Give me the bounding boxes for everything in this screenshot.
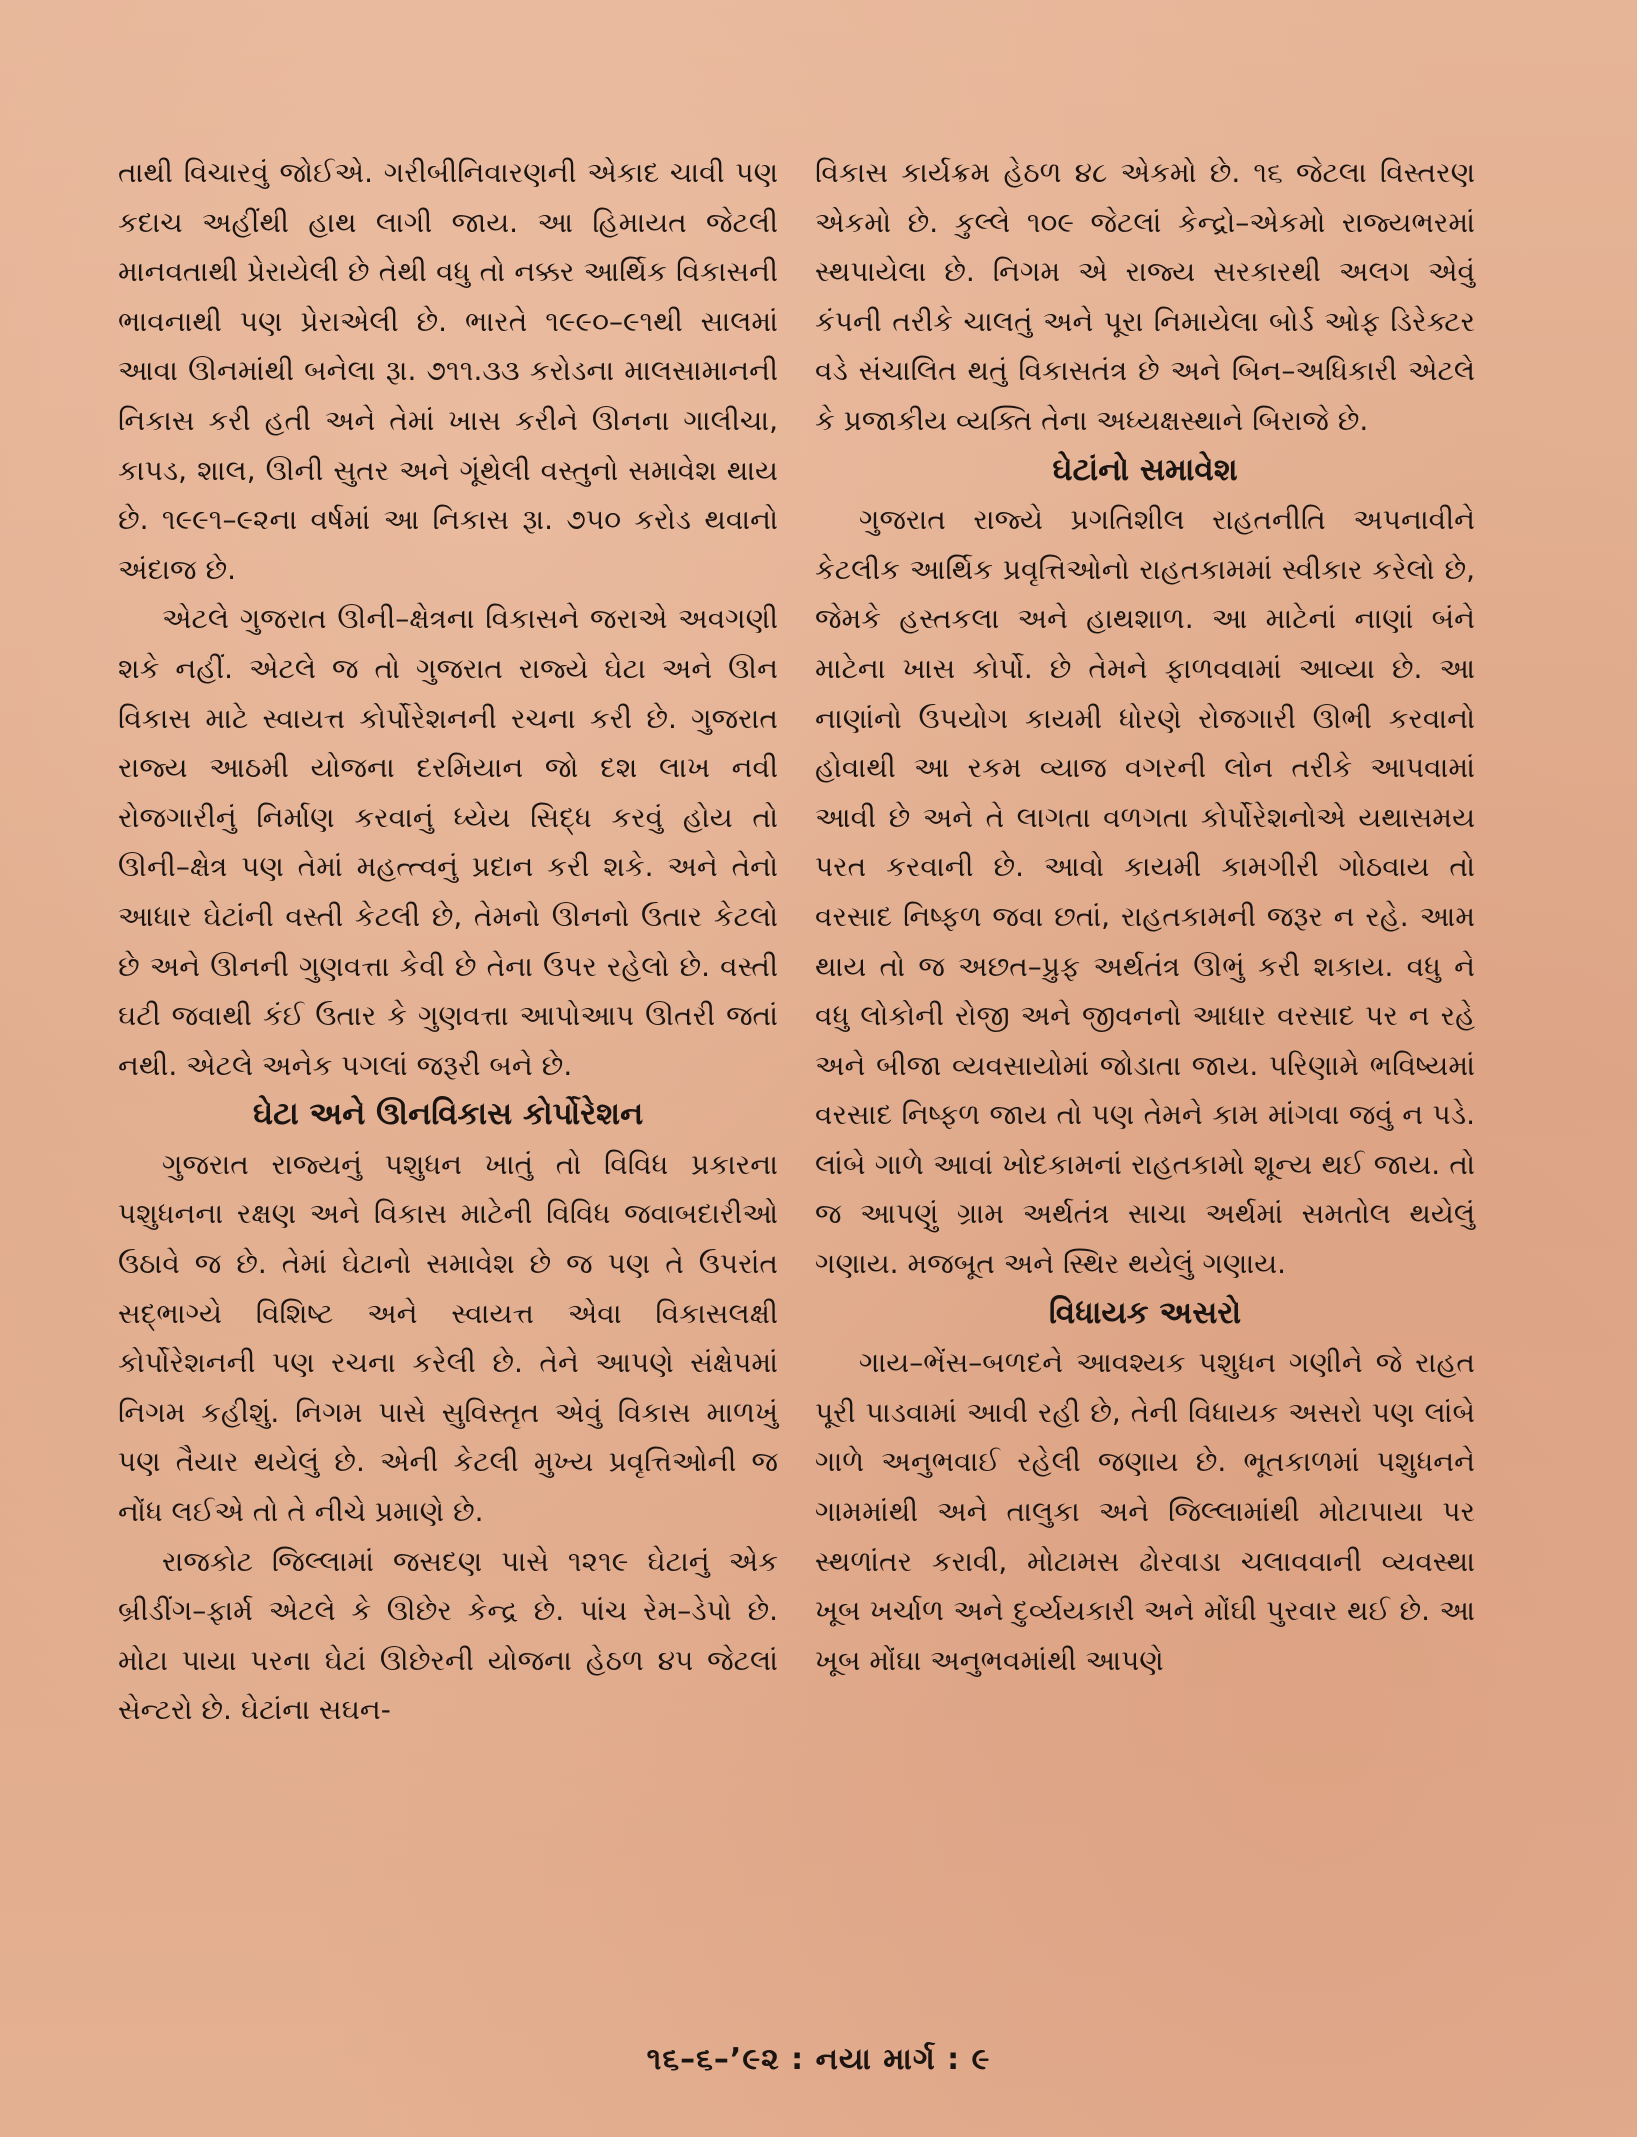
paragraph: વિકાસ કાર્યક્રમ હેઠળ ૪૮ એકમો છે. ૧૬ જેટલા વિસ્તરણ એકમો છે. કુલ્લે ૧૦૯ જેટલાં કેન્દ્રો–એકમો રાજ્યભરમાં સ્થપાયેલા છે. નિગમ એ રાજ્ય સરકારથી અલગ એવું કંપની તરીકે ચાલતું અને પૂરા નિમાયેલા બોર્ડ ઓફ ડિરેક્ટર વડે સંચાલિત થતું વિકાસતંત્ર છે અને બિન–અધિકારી એટલે કે પ્રજાકીય વ્યક્તિ તેના અધ્યક્ષસ્થાને બિરાજે છે. [815, 156, 1475, 437]
paragraph: ગાય–ભેંસ–બળદને આવશ્યક પશુધન ગણીને જે રાહત પૂરી પાડવામાં આવી રહી છે, તેની વિધાયક અસરો પણ લાંબે ગાળે અનુભવાઈ રહેલી જણાય છે. ભૂતકાળમાં પશુધનને ગામમાંથી અને તાલુકા અને જિલ્લામાંથી મોટાપાયા પર સ્થળાંતર કરાવી, મોટામસ ઢોરવાડા ચલાવવાની વ્યવસ્થા ખૂબ ખર્ચાળ અને દુર્વ્યયકારી અને મોંઘી પુરવાર થઈ છે. આ ખૂબ મોંઘા અનુભવમાંથી આપણે [815, 1346, 1475, 1677]
paragraph: એટલે ગુજરાત ઊની–ક્ષેત્રના વિકાસને જરાએ અવગણી શકે નહીં. એટલે જ તો ગુજરાત રાજ્યે ઘેટા અને ઊન વિકાસ માટે સ્વાયત્ત કોર્પોરેશનની રચના કરી છે. ગુજરાત રાજ્ય આઠમી યોજના દરમિયાન જો દશ લાખ નવી રોજગારીનું નિર્માણ કરવાનું ધ્યેય સિદ્ધ કરવું હોય તો ઊની–ક્ષેત્ર પણ તેમાં મહત્ત્વનું પ્રદાન કરી શકે. અને તેનો આધાર ઘેટાંની વસ્તી કેટલી છે, તેમનો ઊનનો ઉતાર કેટલો છે અને ઊનની ગુણવત્તા કેવી છે તેના ઉપર રહેલો છે. વસ્તી ઘટી જવાથી કંઈ ઉતાર કે ગુણવત્તા આપોઆપ ઊતરી જતાં નથી. એટલે અનેક પગલાં જરૂરી બને છે. [118, 602, 778, 1082]
paragraph: ગુજરાત રાજ્યે પ્રગતિશીલ રાહતનીતિ અપનાવીને કેટલીક આર્થિક પ્રવૃત્તિઓનો રાહતકામમાં સ્વીકાર કરેલો છે, જેમકે હસ્તકલા અને હાથશાળ. આ માટેનાં નાણાં બંને માટેના ખાસ કોર્પો. છે તેમને ફાળવવામાં આવ્યા છે. આ નાણાંનો ઉપયોગ કાયમી ધોરણે રોજગારી ઊભી કરવાનો હોવાથી આ રકમ વ્યાજ વગરની લોન તરીકે આપવામાં આવી છે અને તે લાગતા વળગતા કોર્પોરેશનોએ યથાસમય પરત કરવાની છે. આવો કાયમી કામગીરી ગોઠવાય તો વરસાદ નિષ્ફળ જવા છતાં, રાહતકામની જરૂર ન રહે. આમ થાય તો જ અછત–પ્રુફ અર્થતંત્ર ઊભું કરી શકાય. વધુ ને વધુ લોકોની રોજી અને જીવનનો આધાર વરસાદ પર ન રહે અને બીજા વ્યવસાયોમાં જોડાતા જાય. પરિણામે ભવિષ્યમાં વરસાદ નિષ્ફળ જાય તો પણ તેમને કામ માંગવા જવું ન પડે. લાંબે ગાળે આવાં ખોદકામનાં રાહતકામો શૂન્ય થઈ જાય. તો જ આપણું ગ્રામ અર્થતંત્ર સાચા અર્થમાં સમતોલ થયેલું ગણાય. મજબૂત અને સ્થિર થયેલું ગણાય. [815, 503, 1475, 1281]
right-column [815, 148, 1475, 1685]
page-footer: ૧૬–૬–’૯૨ : નયા માર્ગ : ૯ [646, 2042, 991, 2077]
left-column [118, 148, 778, 1735]
paragraph: રાજકોટ જિલ્લામાં જસદણ પાસે ૧૨૧૯ ઘેટાનું એક બ્રીડીંગ–ફાર્મ એટલે કે ઊછેર કેન્દ્ર છે. પાંચ રેમ–ડેપો છે. મોટા પાયા પરના ઘેટાં ઊછેરની યોજના હેઠળ ૪૫ જેટલાં સેન્ટરો છે. ઘેટાંના સઘન- [118, 1544, 778, 1727]
section-heading: ઘેટા અને ઊનવિકાસ કોર્પોરેશન [252, 1096, 644, 1133]
section-heading: ઘેટાંનો સમાવેશ [1052, 451, 1238, 488]
paragraph: ગુજરાત રાજ્યનું પશુધન ખાતું તો વિવિધ પ્રકારના પશુધનના રક્ષણ અને વિકાસ માટેની વિવિધ જવાબદારીઓ ઉઠાવે જ છે. તેમાં ઘેટાનો સમાવેશ છે જ પણ તે ઉપરાંત સદ્ભાગ્યે વિશિષ્ટ અને સ્વાયત્ત એવા વિકાસલક્ષી કોર્પોરેશનની પણ રચના કરેલી છે. તેને આપણે સંક્ષેપમાં નિગમ કહીશું. નિગમ પાસે સુવિસ્તૃત એવું વિકાસ માળખું પણ તૈયાર થયેલું છે. એની કેટલી મુખ્ય પ્રવૃત્તિઓની જ નોંધ લઈએ તો તે નીચે પ્રમાણે છે. [118, 1147, 778, 1529]
section-heading: વિધાયક અસરો [1048, 1294, 1242, 1331]
paragraph: તાથી વિચારવું જોઈએ. ગરીબીનિવારણની એકાદ ચાવી પણ કદાચ અહીંથી હાથ લાગી જાય. આ હિમાયત જેટલી માનવતાથી પ્રેરાયેલી છે તેથી વધુ તો નક્કર આર્થિક વિકાસની ભાવનાથી પણ પ્રેરાએલી છે. ભારતે ૧૯૯૦–૯૧થી સાલમાં આવા ઊનમાંથી બનેલા રૂા. ૭૧૧.૩૩ કરોડના માલસામાનની નિકાસ કરી હતી અને તેમાં ખાસ કરીને ઊનના ગાલીચા, કાપડ, શાલ, ઊની સુતર અને ગૂંથેલી વસ્તુનો સમાવેશ થાય છે. ૧૯૯૧–૯૨ના વર્ષમાં આ નિકાસ રૂા. ૭૫૦ કરોડ થવાનો અંદાજ છે. [118, 156, 778, 586]
